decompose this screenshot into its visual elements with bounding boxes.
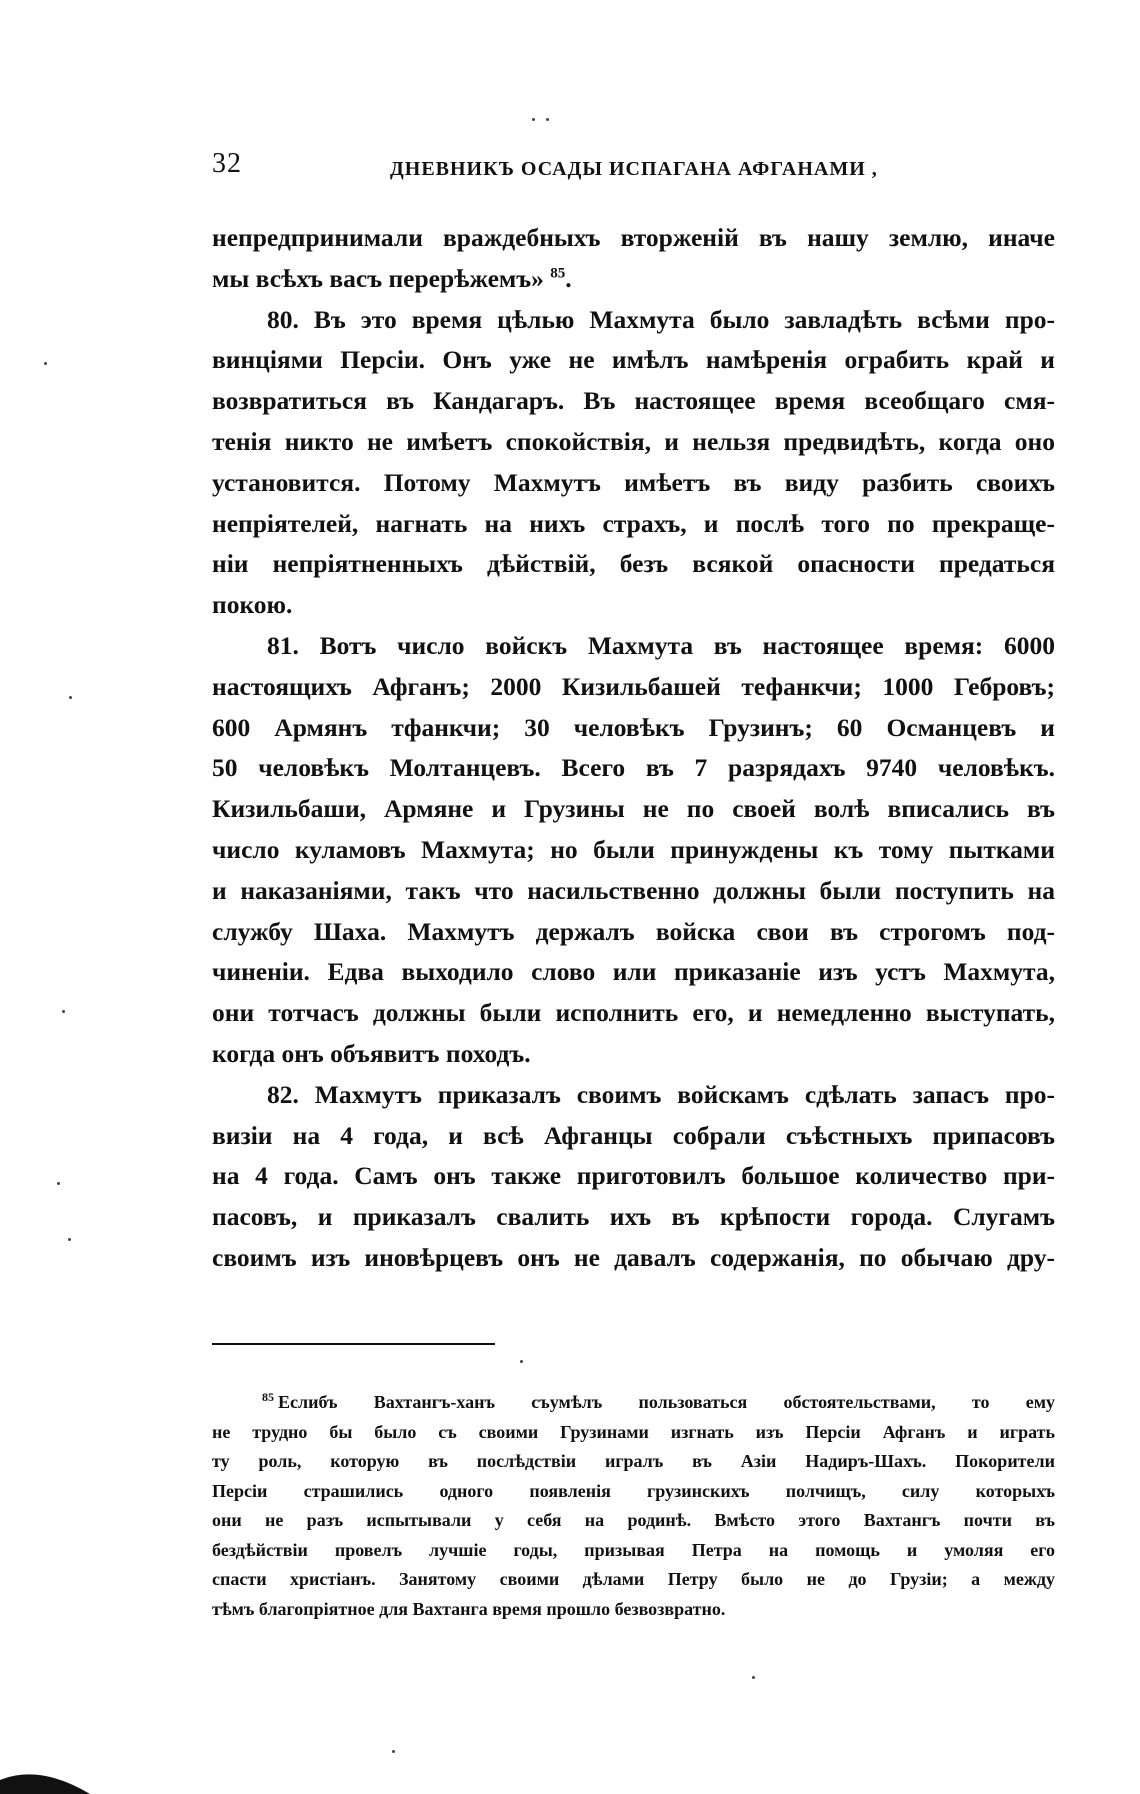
text-line: возвратиться въ Кандагаръ. Въ настоящее время всеобщаго смя- <box>212 386 1055 416</box>
footnote-marker: 85 <box>262 1390 274 1404</box>
main-text <box>212 218 1055 1279</box>
text-line: 50 человѣкъ Молтанцевъ. Всего въ 7 разрядахъ 9740 человѣкъ. <box>212 753 1055 783</box>
scan-speck <box>44 362 47 365</box>
text-line: число куламовъ Махмута; но были принуждены къ тому пытками <box>212 834 1055 864</box>
paragraph-80-start: 80. Въ это время цѣлью Махмута было завладѣть всѣми про- <box>267 304 1055 334</box>
footnote-line: они не разъ испытывали у себя на родинѣ. Вмѣсто этого Вахтангъ почти въ <box>212 1510 1055 1530</box>
footnote-line <box>212 1388 1055 1418</box>
page-number: 32 <box>212 148 242 179</box>
paragraph-82-start: 82. Махмутъ приказалъ своимъ войскамъ сдѣлать запасъ про- <box>267 1079 1055 1109</box>
text-line: непредпринимали враждебныхъ вторженій въ нашу землю, иначе <box>212 223 1055 252</box>
text-line: и наказаніями, такъ что насильственно должны были поступить на <box>212 875 1055 905</box>
text-line: 600 Армянъ тфанкчи; 30 человѣкъ Грузинъ; 60 Османцевъ и <box>212 712 1055 742</box>
scan-speck <box>69 696 72 699</box>
text-line: тенія никто не имѣетъ спокойствія, и нельзя предвидѣть, когда оно <box>212 426 1055 456</box>
footnote-line: ту роль, которую въ послѣдствіи игралъ въ Азіи Надиръ-Шахъ. Покорители <box>212 1451 1055 1471</box>
footnote-85 <box>212 1388 1055 1624</box>
text-line: установится. Потому Махмутъ имѣетъ въ виду разбить своихъ <box>212 467 1055 497</box>
scan-speck <box>520 1360 523 1363</box>
footnote-line: тѣмъ благопріятное для Вахтанга время прошло безвозвратно. <box>212 1598 726 1619</box>
footnote-line: Персіи страшились одного появленія грузинскихъ полчищъ, силу которыхъ <box>212 1480 1055 1501</box>
text-line: чиненіи. Едва выходило слово или приказаніе изъ устъ Махмута, <box>212 957 1055 987</box>
text-line: покою. <box>212 590 293 620</box>
running-title: ДНЕВНИКЪ ОСАДЫ ИСПАГАНА АФГАНАМИ , <box>390 158 878 180</box>
scan-speck <box>752 1676 755 1679</box>
scan-speck <box>57 1182 60 1185</box>
scan-speck <box>532 118 535 121</box>
footnote-reference[interactable]: 85 <box>550 265 566 282</box>
text-line: на 4 года. Самъ онъ также приготовилъ большое количество при- <box>212 1161 1055 1191</box>
footnote-line-content: Еслибъ Вахтангъ-ханъ съумѣлъ пользоваться обстоятельствами, то ему <box>278 1392 1055 1412</box>
text-line: они тотчасъ должны были исполнить его, и немедленно выступать, <box>212 998 1055 1028</box>
text-line <box>212 259 1055 300</box>
footnote-line: бездѣйствіи провелъ лучшіе годы, призывая Петра на помощь и умоляя его <box>212 1539 1055 1560</box>
text-line: ніи непріятненныхъ дѣйствій, безъ всякой опасности предаться <box>212 549 1055 579</box>
page-edge-shadow <box>0 1760 90 1794</box>
text-line: когда онъ объявитъ походъ. <box>212 1038 531 1068</box>
text-line: настоящихъ Афганъ; 2000 Кизильбашей тефанкчи; 1000 Гебровъ; <box>212 671 1055 701</box>
text-line: визіи на 4 года, и всѣ Афганцы собрали съѣстныхъ припасовъ <box>212 1120 1055 1150</box>
text-line: Кизильбаши, Армяне и Грузины не по своей волѣ вписались въ <box>212 794 1055 824</box>
text-line: непріятелей, нагнать на нихъ страхъ, и послѣ того по прекраще- <box>212 508 1055 538</box>
text-line-content: мы всѣхъ васъ перерѣжемъ» <box>212 263 544 293</box>
paragraph-81-start: 81. Вотъ число войскъ Махмута въ настоящее время: 6000 <box>267 630 1055 660</box>
footnote-divider <box>212 1343 495 1345</box>
footnote-line: не трудно бы было съ своими Грузинами изгнать изъ Персіи Афганъ и играть <box>212 1421 1055 1442</box>
text-line: своимъ изъ иновѣрцевъ онъ не давалъ содержанія, по обычаю дру- <box>212 1242 1055 1272</box>
footnote-line: спасти христіанъ. Занятому своими дѣлами Петру было не до Грузіи; а между <box>212 1569 1055 1589</box>
text-line: винціями Персіи. Онъ уже не имѣлъ намѣренія ограбить край и <box>212 345 1055 375</box>
running-head <box>212 148 1055 188</box>
scan-speck <box>546 118 549 121</box>
footnote-reference-suffix: . <box>565 263 572 293</box>
text-line: службу Шаха. Махмутъ держалъ войска свои въ строгомъ под- <box>212 916 1055 946</box>
scan-speck <box>392 1750 395 1753</box>
scan-speck <box>62 1010 65 1013</box>
scan-speck <box>68 1238 71 1241</box>
text-line: пасовъ, и приказалъ свалить ихъ въ крѣпости города. Слугамъ <box>212 1202 1055 1232</box>
